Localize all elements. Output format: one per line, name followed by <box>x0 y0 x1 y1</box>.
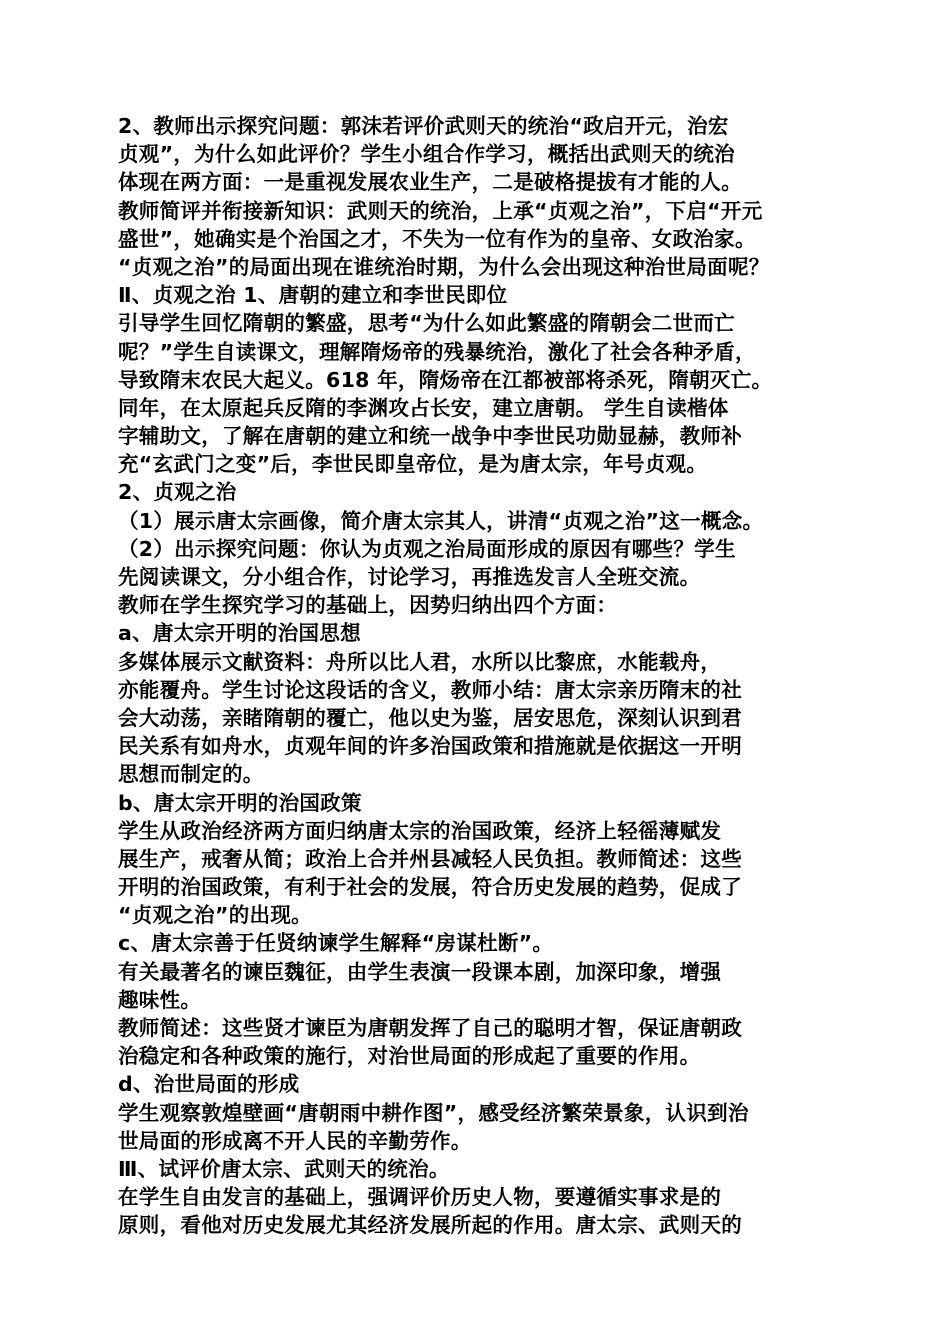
sub-heading: c、唐太宗善于任贤纳谏学生解释“房谋杜断”。 <box>118 931 554 956</box>
text-line: 教师简述：这些贤才谏臣为唐朝发挥了自己的聪明才智，保证唐朝政 <box>118 1016 742 1040</box>
text-line: 2、教师出示探究问题：郭沫若评价武则天的统治“政启开元，治宏 <box>118 114 729 138</box>
text-line: 贞观”，为什么如此评价？学生小组合作学习，概括出武则天的统治 <box>118 142 735 167</box>
text-line: 呢？”学生自读课文，理解隋炀帝的残暴统治，激化了社会各种矛盾， <box>118 339 756 364</box>
sub-heading: a、唐太宗开明的治国思想 <box>118 621 361 646</box>
text-line: 亦能覆舟。学生讨论这段话的含义，教师小结：唐太宗亲历隋末的社 <box>118 677 742 702</box>
text-line: 同年，在太原起兵反隋的李渊攻占长安，建立唐朝。 学生自读楷体 <box>118 395 729 420</box>
text-line: 多媒体展示文献资料：舟所以比人君，水所以比黎庶，水能载舟， <box>118 649 722 674</box>
text-line: 学生观察敦煌壁画“唐朝雨中耕作图”，感受经济繁荣景象，认识到治 <box>118 1100 749 1125</box>
sub-heading: b、唐太宗开明的治国政策 <box>118 790 362 815</box>
section-heading: Ⅱ、贞观之治 1、唐朝的建立和李世民即位 <box>118 283 508 308</box>
text-line: 字辅助文，了解在唐朝的建立和统一战争中李世民功勋显赫，教师补 <box>118 424 742 449</box>
text-line: 世局面的形成离不开人民的辛勤劳作。 <box>118 1128 472 1153</box>
text-line: 有关最著名的谏臣魏征，由学生表演一段课本剧，加深印象，增强 <box>118 959 722 984</box>
text-line: 开明的治国政策，有利于社会的发展，符合历史发展的趋势，促成了 <box>118 875 742 900</box>
text-line: 民关系有如舟水，贞观年间的许多治国政策和措施就是依据这一开明 <box>118 734 742 759</box>
text-line: 展生产，戒奢从简；政治上合并州县减轻人民负担。教师简述：这些 <box>118 846 742 871</box>
section-heading: Ⅲ、试评价唐太宗、武则天的统治。 <box>118 1156 450 1181</box>
text-line: 会大动荡，亲睹隋朝的覆亡，他以史为鉴，居安思危，深刻认识到君 <box>118 705 742 730</box>
text-line: 体现在两方面：一是重视发展农业生产，二是破格提拔有才能的人。 <box>118 170 742 195</box>
text-line: 教师简评并衔接新知识：武则天的统治，上承“贞观之治”，下启“开元 <box>118 198 763 223</box>
text-line: “贞观之治”的局面出现在谁统治时期，为什么会出现这种治世局面呢？ <box>118 254 770 279</box>
text-line: 先阅读课文，分小组合作，讨论学习，再推选发言人全班交流。 <box>118 565 701 589</box>
sub-heading: d、治世局面的形成 <box>118 1072 300 1097</box>
text-line: 导致隋末农民大起义。618 年，隋炀帝在江都被部将杀死，隋朝灭亡。 <box>118 367 773 392</box>
text-line: 趣味性。 <box>118 987 202 1012</box>
text-line: “贞观之治”的出现。 <box>118 903 312 928</box>
section-heading: 2、贞观之治 <box>118 480 237 505</box>
text-line: （2）出示探究问题：你认为贞观之治局面形成的原因有哪些？学生 <box>118 536 736 561</box>
text-line: 引导学生回忆隋朝的繁盛，思考“为什么如此繁盛的隋朝会二世而亡 <box>118 311 735 336</box>
text-line: 充“玄武门之变”后，李世民即皇帝位，是为唐太宗，年号贞观。 <box>118 452 708 477</box>
text-line: 思想而制定的。 <box>118 762 264 787</box>
text-line: 治稳定和各种政策的施行，对治世局面的形成起了重要的作用。 <box>118 1044 701 1069</box>
text-line: 学生从政治经济两方面归纳唐太宗的治国政策，经济上轻徭薄赋发 <box>118 818 722 843</box>
text-line: 原则，看他对历史发展尤其经济发展所起的作用。唐太宗、武则天的 <box>118 1213 742 1238</box>
text-line: 教师在学生探究学习的基础上，因势归纳出四个方面： <box>118 593 618 618</box>
text-line: （1）展示唐太宗画像，简介唐太宗其人，讲清“贞观之治”这一概念。 <box>118 508 764 533</box>
text-line: 在学生自由发言的基础上，强调评价历史人物，要遵循实事求是的 <box>118 1185 722 1210</box>
document-body <box>118 112 848 1240</box>
text-line: 盛世”，她确实是个治国之才，不失为一位有作为的皇帝、女政治家。 <box>118 226 756 251</box>
